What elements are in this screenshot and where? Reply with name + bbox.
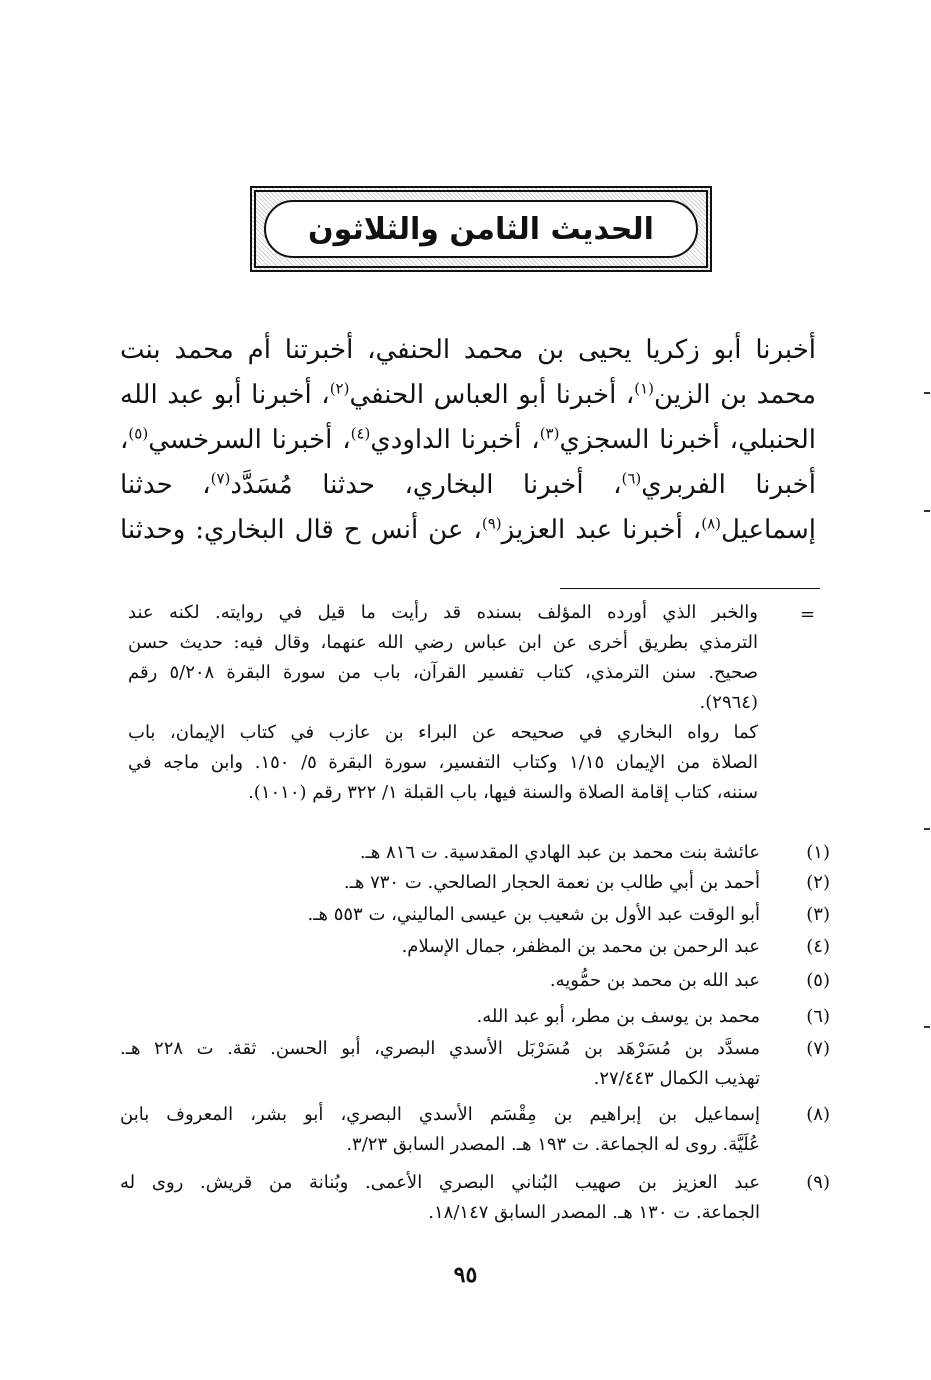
text-run: ، bbox=[120, 425, 129, 455]
main-text-line bbox=[120, 508, 816, 553]
footnote-line: عبد الرحمن بن محمد بن المظفر، جمال الإسلام. bbox=[401, 936, 760, 957]
footnote-ref: (٥) bbox=[128, 424, 149, 443]
text-run: محمد بن الزين bbox=[654, 380, 816, 410]
footnote-ref: (١) bbox=[634, 379, 655, 398]
text-run: إسماعيل bbox=[720, 515, 816, 545]
footnote-line: أحمد بن أبي طالب بن نعمة الحجار الصالحي. ت ٧٣٠ هـ. bbox=[343, 872, 760, 893]
footnote-line: محمد بن يوسف بن مطر، أبو عبد الله. bbox=[476, 1006, 760, 1027]
footnote-line: الصلاة من الإيمان ١/١٥ وكتاب التفسير، سورة البقرة ٥/ ١٥٠. وابن ماجه في bbox=[128, 752, 758, 773]
footnote-line: عائشة بنت محمد بن عبد الهادي المقدسية. ت ٨١٦ هـ. bbox=[359, 842, 760, 863]
scan-mark bbox=[924, 828, 930, 830]
scan-mark bbox=[924, 392, 930, 394]
footnote-number: (٦) bbox=[806, 1006, 830, 1027]
footnote-line: والخبر الذي أورده المؤلف بسنده قد رأيت ما قيل في روايته. لكنه عند bbox=[128, 602, 758, 623]
scan-mark bbox=[924, 1026, 930, 1028]
text-run: ، أخبرنا أبو العباس الحنفي bbox=[349, 380, 635, 410]
chapter-title-frame bbox=[250, 186, 712, 272]
text-run: أخبرنا أبو زكريا يحيى بن محمد الحنفي، أخبرتنا أم محمد بنت bbox=[120, 335, 816, 365]
text-run: ، عن أنس ح قال البخاري: وحدثنا bbox=[120, 515, 482, 545]
footnote-line: عبد الله بن محمد بن حمُّويه. bbox=[549, 970, 760, 991]
footnote-ref: (٢) bbox=[329, 379, 350, 398]
footnote-line: تهذيب الكمال ٢٧/٤٤٣. bbox=[593, 1068, 760, 1089]
footnote-ref: (٧) bbox=[210, 469, 231, 488]
footnote-number: (٢) bbox=[806, 872, 830, 893]
footnote-number: (٣) bbox=[806, 904, 830, 925]
scan-mark bbox=[924, 510, 930, 512]
footnote-number: (٥) bbox=[806, 970, 830, 991]
chapter-title: الحديث الثامن والثلاثون bbox=[308, 211, 654, 247]
chapter-title-cartouche bbox=[264, 200, 698, 258]
main-text-line bbox=[120, 373, 816, 418]
page-number: ٩٥ bbox=[453, 1262, 478, 1288]
main-text-line bbox=[120, 328, 816, 373]
footnote-line: صحيح. سنن الترمذي، كتاب تفسير القرآن، باب من سورة البقرة ٥/٢٠٨ رقم bbox=[128, 662, 758, 683]
text-run: ، أخبرنا أبو عبد الله bbox=[120, 380, 330, 410]
continuation-marker: = bbox=[800, 604, 816, 625]
footnote-line: الترمذي بطريق أخرى عن ابن عباس رضي الله عنهما، وقال فيه: حديث حسن bbox=[128, 632, 758, 653]
text-run: الحنبلي، أخبرنا السجزي bbox=[559, 425, 816, 455]
footnote-line: مسدَّد بن مُسَرْهَد بن مُسَرْبَل الأسدي البصري، أبو الحسن. ثقة. ت ٢٢٨ هـ. bbox=[120, 1038, 760, 1059]
footnote-ref: (٨) bbox=[701, 514, 721, 533]
footnote-line: (٢٩٦٤). bbox=[699, 692, 758, 713]
footnote-line: أبو الوقت عبد الأول بن شعيب بن عيسى الماليني، ت ٥٥٣ هـ. bbox=[307, 904, 760, 925]
footnote-number: (٤) bbox=[806, 936, 830, 957]
text-run: ، أخبرنا عبد العزيز bbox=[501, 515, 702, 545]
text-run: ، أخبرنا السرخسي bbox=[148, 425, 351, 455]
footnote-number: (١) bbox=[806, 842, 830, 863]
footnote-line: سننه، كتاب إقامة الصلاة والسنة فيها، باب القبلة ١/ ٣٢٢ رقم (١٠١٠). bbox=[248, 782, 758, 803]
footnote-continuation bbox=[128, 598, 758, 808]
footnote-ref: (٩) bbox=[481, 514, 502, 533]
footnote-line: عُلَيَّة. روى له الجماعة. ت ١٩٣ هـ. المصدر السابق ٣/٢٣. bbox=[346, 1134, 760, 1155]
main-text bbox=[120, 328, 816, 553]
footnote-line: عبد العزيز بن صهيب البُناني البصري الأعمى. وبُنانة من قريش. روى له bbox=[120, 1172, 760, 1193]
text-run: أخبرنا الفربري bbox=[641, 470, 816, 500]
footnote-ref: (٣) bbox=[539, 424, 560, 443]
footnote-number: (٧) bbox=[806, 1038, 830, 1059]
text-run: ، حدثنا bbox=[120, 470, 211, 500]
footnote-line: الجماعة. ت ١٣٠ هـ. المصدر السابق ١٨/١٤٧. bbox=[428, 1202, 760, 1223]
text-run: ، أخبرنا الداودي bbox=[370, 425, 540, 455]
footnote-ref: (٤) bbox=[350, 424, 371, 443]
footnote-separator bbox=[560, 588, 820, 589]
footnote-number: (٨) bbox=[806, 1104, 830, 1125]
footnote-ref: (٦) bbox=[621, 469, 642, 488]
text-run: ، أخبرنا البخاري، حدثنا مُسَدَّد bbox=[230, 470, 622, 500]
footnote-line: إسماعيل بن إبراهيم بن مِقْسَم الأسدي البصري، أبو بشر، المعروف بابن bbox=[120, 1104, 760, 1125]
footnote-number: (٩) bbox=[806, 1172, 830, 1193]
main-text-line bbox=[120, 418, 816, 463]
main-text-line bbox=[120, 463, 816, 508]
footnote-line: كما رواه البخاري في صحيحه عن البراء بن عازب في كتاب الإيمان، باب bbox=[128, 722, 758, 743]
